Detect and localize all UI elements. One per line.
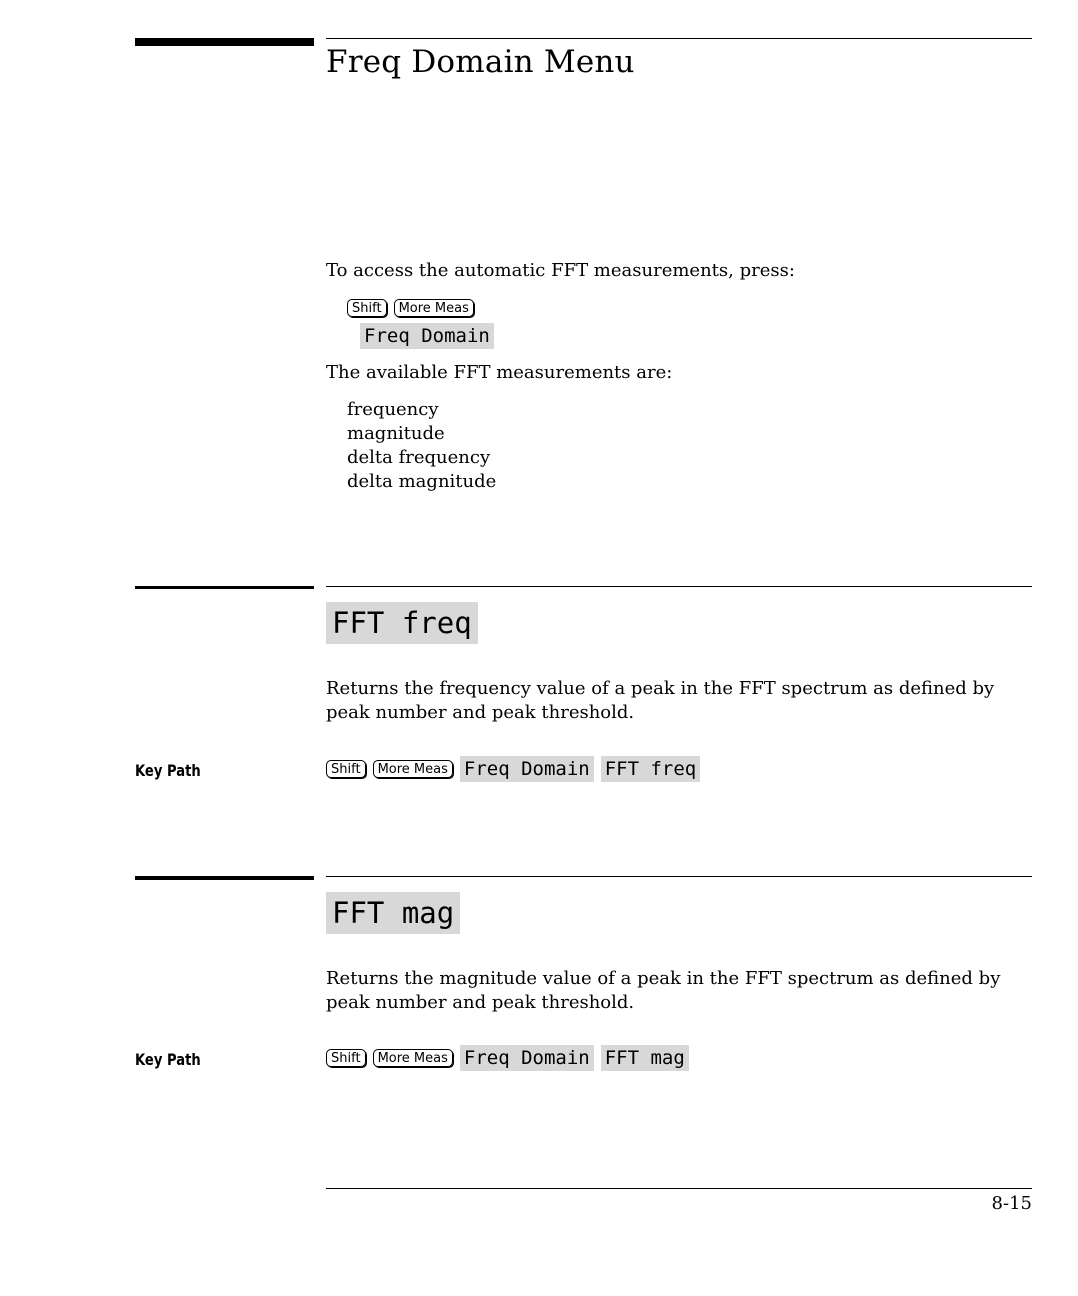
list-item: magnitude <box>347 423 445 444</box>
fft-mag-title <box>326 892 460 934</box>
fft-freq-title-softkey: FFT freq <box>326 602 478 644</box>
fft-mag-key-path-label: Key Path <box>135 1050 201 1069</box>
fft-freq-title <box>326 602 478 644</box>
section-bar-fft-mag <box>135 876 314 880</box>
fft-mag-softkey[interactable]: FFT mag <box>601 1045 689 1071</box>
footer-rule <box>326 1188 1032 1189</box>
page-number: 8-15 <box>991 1193 1032 1214</box>
freq-domain-softkey[interactable]: Freq Domain <box>460 1045 594 1071</box>
fft-mag-description-line2: peak number and peak threshold. <box>326 992 635 1013</box>
access-softkey-row <box>360 323 494 349</box>
fft-mag-title-softkey: FFT mag <box>326 892 460 934</box>
list-item: frequency <box>347 399 439 420</box>
shift-key[interactable]: Shift <box>347 299 387 317</box>
measurement-list <box>347 398 496 494</box>
access-hardkeys <box>347 299 474 317</box>
list-item: delta frequency <box>347 447 491 468</box>
shift-key[interactable]: Shift <box>326 760 366 778</box>
freq-domain-softkey[interactable]: Freq Domain <box>360 323 494 349</box>
fft-mag-description-line1: Returns the magnitude value of a peak in the FFT spectrum as defined by <box>326 968 1001 989</box>
available-label: The available FFT measurements are: <box>326 362 673 383</box>
more-meas-key[interactable]: More Meas <box>394 299 474 317</box>
fft-freq-key-path <box>326 756 700 782</box>
freq-domain-softkey[interactable]: Freq Domain <box>460 756 594 782</box>
fft-freq-softkey[interactable]: FFT freq <box>601 756 701 782</box>
fft-freq-key-path-label: Key Path <box>135 761 201 780</box>
more-meas-key[interactable]: More Meas <box>373 760 453 778</box>
section-rule-fft-freq <box>326 586 1032 587</box>
section-rule-fft-mag <box>326 876 1032 877</box>
more-meas-key[interactable]: More Meas <box>373 1049 453 1067</box>
access-intro: To access the automatic FFT measurements, press: <box>326 260 795 281</box>
shift-key[interactable]: Shift <box>326 1049 366 1067</box>
fft-freq-description-line1: Returns the frequency value of a peak in the FFT spectrum as defined by <box>326 678 995 699</box>
fft-freq-description-line2: peak number and peak threshold. <box>326 702 635 723</box>
fft-mag-key-path <box>326 1045 689 1071</box>
page-title: Freq Domain Menu <box>326 44 635 80</box>
section-bar-fft-freq <box>135 586 314 589</box>
section-bar-menu <box>135 38 314 46</box>
list-item: delta magnitude <box>347 471 497 492</box>
section-rule-menu <box>326 38 1032 39</box>
